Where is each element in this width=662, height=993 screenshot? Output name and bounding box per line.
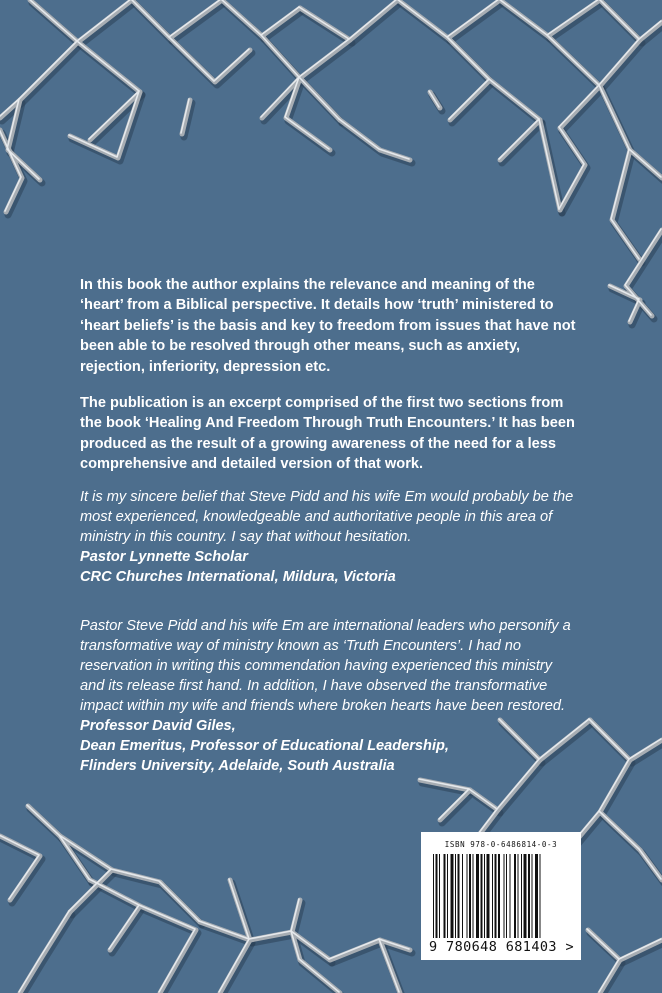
blurb-paragraph: In this book the author explains the relevance and meaning of the ‘heart’ from a Biblical perspective. It details how ‘truth’ ministered to ‘heart beliefs’ is the basis and key to freedom from issues that have not been able to be resolved through other means, such as anxiety, rejection, inferiority, depression etc. [80, 277, 576, 375]
endorsement-quote: Pastor Steve Pidd and his wife Em are international leaders who personify a transformative way of ministry known as ‘Truth Encounters’. I had no reservation in writing this commendation having experienced this ministry and its release first hand. In addition, I have observed the transformative impact within my wife and friends where broken hearts have been restored. [80, 618, 571, 714]
isbn-label: ISBN 978-0-6486814-0-3 [444, 840, 558, 849]
endorsement [80, 487, 580, 587]
endorsement [80, 616, 580, 776]
endorser-affiliation: Flinders University, Adelaide, South Australia [80, 758, 395, 774]
barcode-bars [433, 854, 569, 940]
blurb-paragraph: The publication is an excerpt comprised of the first two sections from the book ‘Healing And Freedom Through Truth Encounters.’ It has been produced as the result of a growing awareness of the need for a less comprehensive and detailed version of that work. [80, 395, 575, 473]
endorser-affiliation: Dean Emeritus, Professor of Educational Leadership, [80, 738, 449, 754]
isbn-barcode [421, 832, 581, 960]
endorser-name: Pastor Lynnette Scholar [80, 549, 248, 565]
barcode-digits: 9 780648 681403 > [429, 939, 574, 955]
endorser-affiliation: CRC Churches International, Mildura, Victoria [80, 569, 396, 585]
endorsement-quote: It is my sincere belief that Steve Pidd and his wife Em would probably be the most experienced, knowledgeable and authoritative people in this area of ministry in this country. I say that without hesitation. [80, 489, 574, 545]
endorser-name: Professor David Giles, [80, 718, 236, 734]
